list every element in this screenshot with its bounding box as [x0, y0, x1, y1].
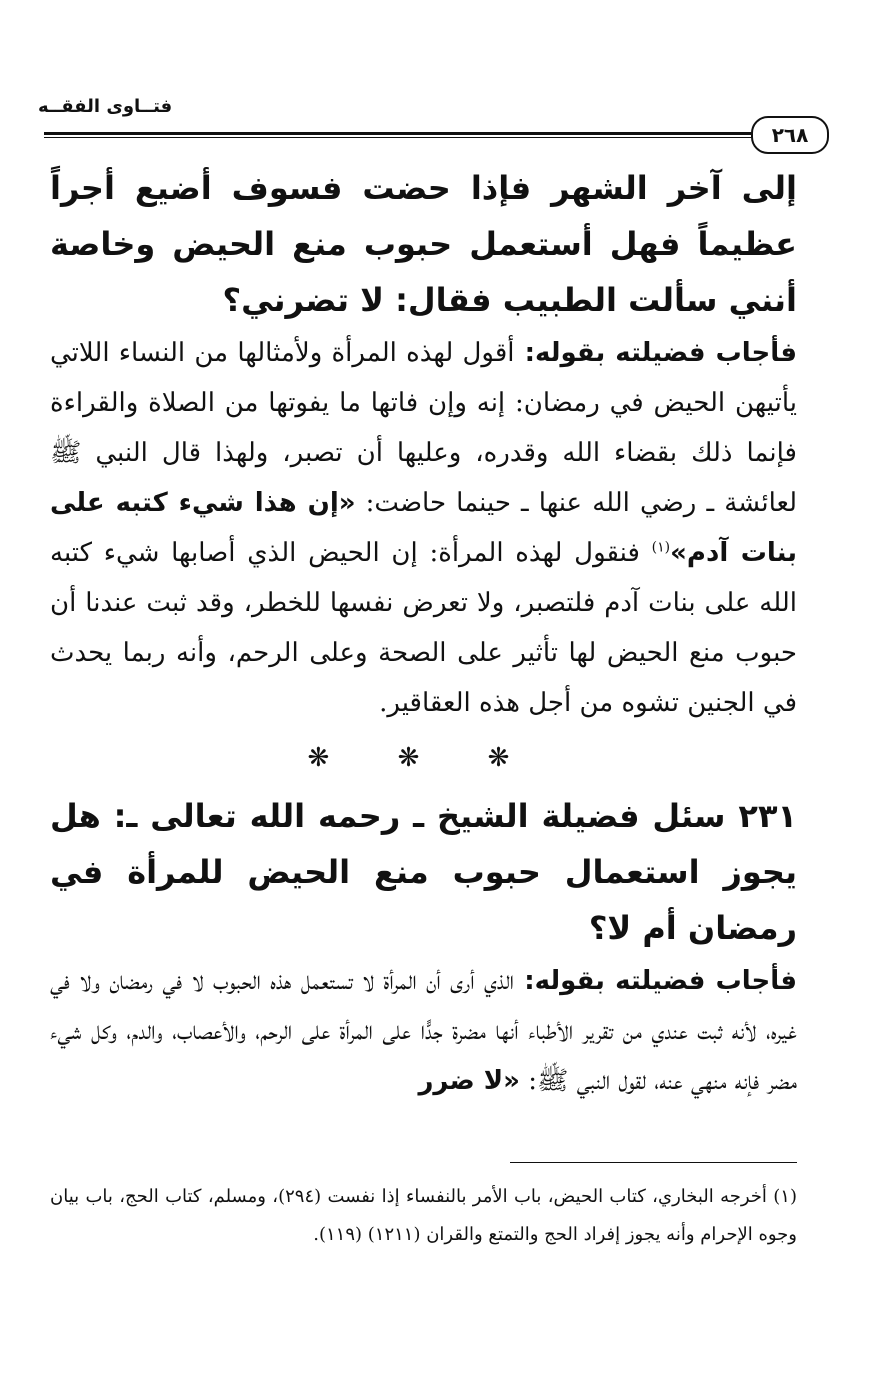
main-text [50, 160, 797, 1106]
answer-text-a: أقول لهذه المرأة ولأمثالها من النساء اللاتي يأتيهن الحيض في رمضان: إنه وإن فاتها ما يفوتها من الصلاة والقراءة فإنما ذلك بقضاء الله وقدره، وعليها أن تصبر، ولهذا قال النبي ﷺ لعائشة ـ رضي الله عنها ـ حينما حاضت: [50, 338, 797, 518]
header-rule-thin [44, 137, 781, 138]
section-separator: ❋ ❋ ❋ [307, 743, 540, 773]
answer-text-2: الذي أرى أن المرأة لا تستعمل هذه الحبوب لا في رمضان ولا في غيره، لأنه ثبت عندي من تقرير الأطباء أنها مضرة جدًّا على المرأة على الرحم، والأعصاب، والدم، وكل شيء مضر فإنه منهي عنه، لقول النبي ﷺ: [50, 966, 797, 1096]
answer-lead: فأجاب فضيلته بقوله: [514, 338, 797, 368]
footnote-reference[interactable]: (١) [651, 539, 671, 556]
hadith-quote: «إن هذا شيء كتبه على بنات آدم» [50, 488, 798, 568]
answer-paragraph-2 [50, 956, 797, 1106]
page-number-badge: ٢٦٨ [751, 116, 829, 154]
answer-lead-2: فأجاب فضيلته بقوله: [514, 966, 797, 996]
running-header-title: فتــاوى الفقــه [38, 96, 173, 117]
footnote-separator [510, 1162, 797, 1163]
header-rule [44, 132, 781, 135]
hadith-quote-start: «لا ضرر [418, 1066, 520, 1096]
answer-text-b: فنقول لهذه المرأة: إن الحيض الذي أصابها شيء كتبه الله على بنات آدم فلتصبر، ولا تعرض نفسها للخطر، وقد ثبت عندنا أن حبوب منع الحيض لها تأثير على الصحة وعلى الرحم، وأنه ربما يحدث في الجنين تشوه من أجل هذه العقاقير. [50, 538, 797, 718]
question-231: ٢٣١ سئل فضيلة الشيخ ـ رحمه الله تعالى ـ: هل يجوز استعمال حبوب منع الحيض للمرأة في رمضان أم لا؟ [50, 797, 797, 947]
footnote-1: (١) أخرجه البخاري، كتاب الحيض، باب الأمر بالنفساء إذا نفست (٢٩٤)، ومسلم، كتاب الحج، باب بيان وجوه الإحرام وأنه يجوز إفراد الحج والتمتع والقران (١٢١١) (١١٩). [50, 1186, 797, 1245]
question-continued: إلى آخر الشهر فإذا حضت فسوف أضيع أجراً عظيماً فهل أستعمل حبوب منع الحيض وخاصة أنني سألت الطبيب فقال: لا تضرني؟ [50, 169, 797, 319]
answer-paragraph-1 [50, 328, 797, 728]
footnotes [50, 1178, 797, 1254]
